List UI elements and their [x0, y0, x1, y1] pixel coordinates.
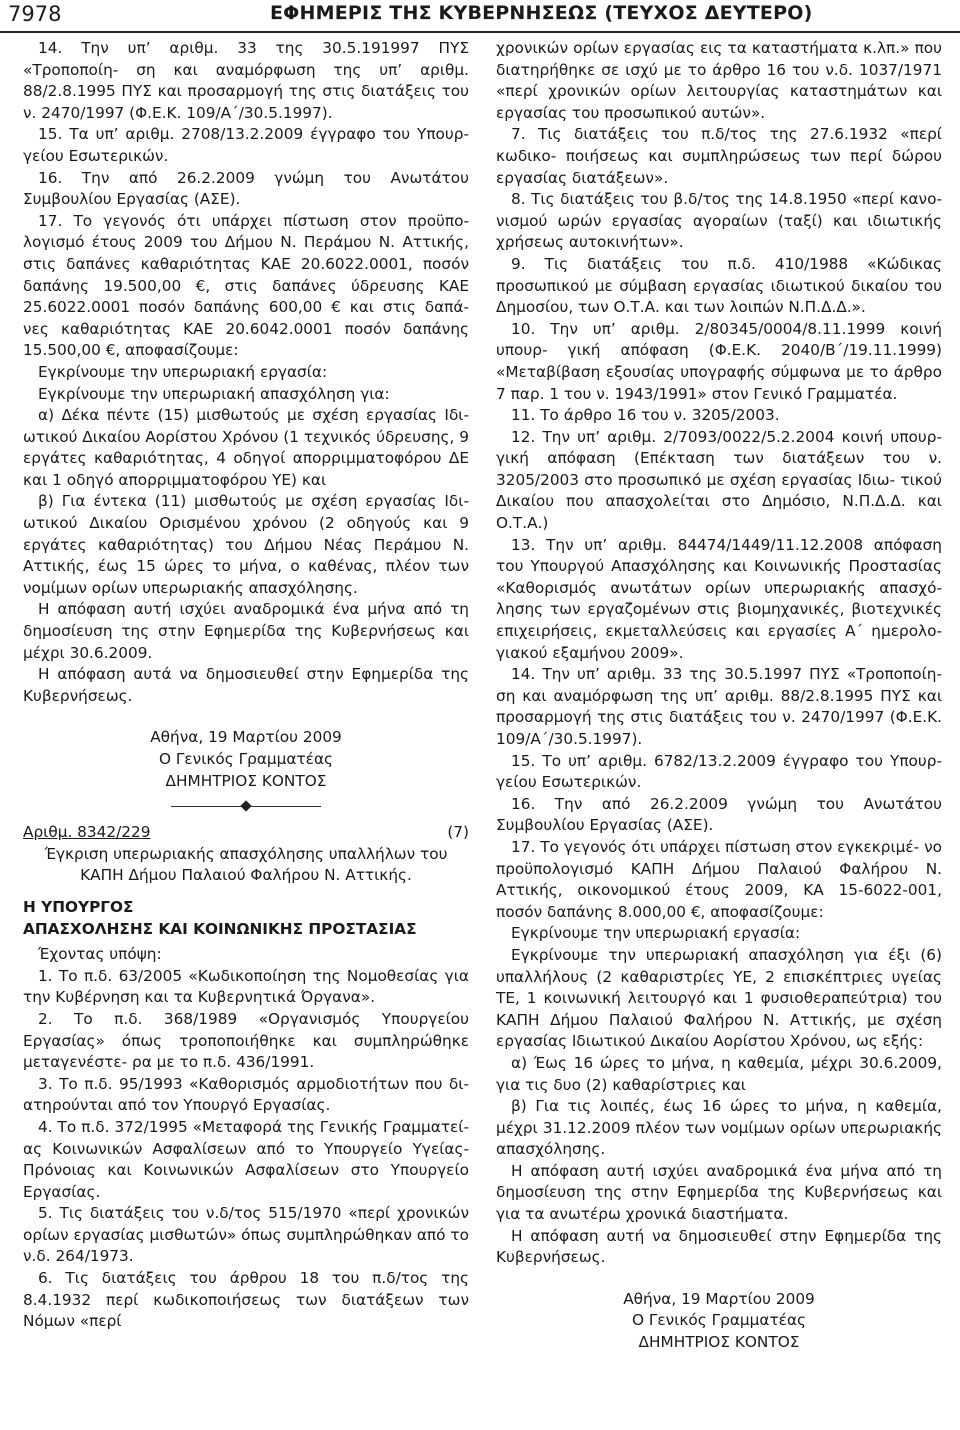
paragraph: 1. Το π.δ. 63/2005 «Κωδικοποίηση της Νομοθεσίας για την Κυβέρνηση και τα Κυβερνητικά Όργανα». [23, 966, 469, 1007]
decision-number-row [23, 822, 469, 844]
signature-role: Ο Γενικός Γραμματέας [158, 750, 334, 768]
left-column [23, 38, 469, 1333]
paragraph: Η απόφαση αυτή ισχύει αναδρομικά ένα μήνα από τη δημοσίευση της στην Εφημερίδα της Κυβερνήσεως και για τα ανωτέρω χρονικά διαστήματα. [496, 1161, 942, 1224]
paragraph: β) Για έντεκα (11) μισθωτούς με σχέση εργασίας Ιδι- ωτικού Δικαίου Ορισμένου χρόνου (2 οδηγούς και 9 εργάτες καθαριότητας) του Δήμου Νέας Περάμου Ν. Αττικής, έως 15 ώρες το μήνα, ο καθένας, πλέον των νομίμων ορίων υπερωριακής απασχόλησης. [23, 492, 469, 597]
paragraph: 2. Το π.δ. 368/1989 «Οργανισμός Υπουργείου Εργασίας» όπως τροποποιήθηκε και συμπληρώθηκε μεταγενέστε- ρα με το π.δ. 436/1991. [23, 1009, 469, 1072]
paragraph: 8. Τις διατάξεις του β.δ/τος της 14.8.1950 «περί κανο- νισμού ωρών εργασίας αγοραίων (ταξί) και ιδιωτικής χρήσεως αυτοκινήτων». [496, 190, 942, 252]
paragraph: 13. Την υπ’ αριθμ. 84474/1449/11.12.2008 απόφαση του Υπουργού Απασχόλησης και Κοινωνικής Προστασίας «Καθορισμός ανωτάτων ορίων υπερωριακής απασχό- λησης των εργαζομένων στις βιομηχανικές, βιοτεχνικές επιχειρήσεις, εκμεταλλεύσεις και εργασίες Α΄ ημερολο- γιακού εξαμήνου 2009». [496, 535, 942, 662]
paragraph: Η απόφαση αυτά να δημοσιευθεί στην Εφημερίδα της Κυβερνήσεως. [23, 665, 469, 705]
header-rule [0, 31, 960, 33]
decision-number: Αριθμ. 8342/229 [23, 823, 151, 842]
minister-title: Η ΥΠΟΥΡΓΟΣ [23, 897, 134, 916]
paragraph: α) Έως 16 ώρες το μήνα, η καθεμία, μέχρι 30.6.2009, για τις δυο (2) καθαρίστριες και [496, 1053, 942, 1094]
page-header [0, 0, 960, 30]
paragraph: 4. Το π.δ. 372/1995 «Μεταφορά της Γενικής Γραμματεί- ας Κοινωνικών Ασφαλίσεων από το Υπουργείο Υγείας- Πρόνοιας και Κοινωνικών Ασφαλίσεων στο Υπουργείο Εργασίας. [23, 1117, 469, 1201]
paragraph: 16. Την από 26.2.2009 γνώμη του Ανωτάτου Συμβουλίου Εργασίας (ΑΣΕ). [23, 168, 469, 209]
paragraph: Εγκρίνουμε την υπερωριακή εργασία: [511, 924, 801, 943]
section-divider [23, 796, 469, 818]
paragraph: 15. Τα υπ’ αριθμ. 2708/13.2.2009 έγγραφο του Υπουρ- γείου Εσωτερικών. [23, 125, 469, 165]
paragraph: 15. Το υπ’ αριθμ. 6782/13.2.2009 έγγραφο του Υπουρ- γείου Εσωτερικών. [496, 751, 942, 792]
paragraph: 3. Το π.δ. 95/1993 «Καθορισμός αρμοδιοτήτων που δι- ατηρούνται από τον Υπουργό Εργασίας. [23, 1074, 469, 1115]
signature-place-date: Αθήνα, 19 Μαρτίου 2009 [623, 1289, 815, 1308]
paragraph: 17. Το γεγονός ότι υπάρχει πίστωση στον προϋπο- λογισμό έτους 2009 του Δήμου Ν. Περάμου Ν. Αττικής, στις δαπάνες καθαριότητας ΚΑΕ 20.6022.0001, ποσόν δαπάνης 19.500,00 €, στις δαπάνες ύδρευσης ΚΑΕ 25.6022.0001 ποσόν δαπάνης 600,00 € και στις δαπά- νες καθαριότητας ΚΑΕ 20.6042.0001 ποσόν δαπάνης 15.500,00 €, αποφασίζουμε: [23, 211, 469, 360]
paragraph: 14. Την υπ’ αριθμ. 33 της 30.5.1997 ΠΥΣ «Τροποποίη- ση και αναμόρφωση της υπ’ αριθμ. 88/2.8.1995 ΠΥΣ και προσαρμογή της στις διατάξεις του ν. 2470/1997 (Φ.Ε.Κ. 109/Α΄/30.5.1997). [496, 665, 942, 748]
paragraph: 9. Τις διατάξεις του π.δ. 410/1988 «Κώδικας προσωπικού με σύμβαση εργασίας ιδιωτικού δικαίου του Δημοσίου, των Ο.Τ.Α. και των λοιπών Ν.Π.Δ.Δ.». [496, 254, 942, 317]
paragraph: 16. Την από 26.2.2009 γνώμη του Ανωτάτου Συμβουλίου Εργασίας (ΑΣΕ). [496, 794, 942, 835]
paragraph: 11. Το άρθρο 16 του ν. 3205/2003. [511, 406, 780, 425]
paragraph: χρονικών ορίων εργασίας εις τα καταστήματα κ.λπ.» που διατηρήθηκε σε ισχύ με το άρθρο 16 του ν.δ. 1037/1971 «περί χρονικών ορίων λειτουργίας καταστημάτων και εργασίας του προσωπικού αυτών». [496, 39, 942, 122]
paragraph: Η απόφαση αυτή ισχύει αναδρομικά ένα μήνα από τη δημοσίευση της στην Εφημερίδα της Κυβερνήσεως και μέχρι 30.6.2009. [23, 600, 469, 662]
decision-title: Έγκριση υπερωριακής απασχόλησης υπαλλήλων του ΚΑΠΗ Δήμου Παλαιού Φαλήρου Ν. Αττικής. [44, 844, 448, 885]
journal-title: ΕΦΗΜΕΡΙΣ ΤΗΣ ΚΥΒΕΡΝΗΣΕΩΣ (ΤΕΥΧΟΣ ΔΕΥΤΕΡΟ) [270, 2, 813, 24]
paragraph: 10. Την υπ’ αριθμ. 2/80345/0004/8.11.1999 κοινή υπουρ- γική απόφαση (Φ.Ε.Κ. 2040/Β΄/19.11.1999) «Μεταβίβαση εξουσίας υπογραφής σύμφωνα με το άρθρο 7 παρ. 1 του ν. 1943/1991» στον Γενικό Γραμματέα. [496, 319, 942, 403]
paragraph: Εγκρίνουμε την υπερωριακή απασχόληση για έξι (6) υπαλλήλους (2 καθαριστρίες ΥΕ, 2 επισκέπτριες υγείας ΤΕ, 1 κοινωνική λειτουργό και 1 φυσιοθεραπεύτρια) του ΚΑΠΗ Δήμου Παλαιού Φαλήρου Ν. Αττικής, με σχέση εργασίας Ιδιωτικού Δικαίου Αορίστου Χρόνου, ως εξής: [496, 945, 942, 1051]
paragraph: Η απόφαση αυτή να δημοσιευθεί στην Εφημερίδα της Κυβερνήσεως. [496, 1226, 942, 1267]
paragraph: 14. Την υπ’ αριθμ. 33 της 30.5.191997 ΠΥΣ «Τροποποίη- ση και αναμόρφωση της υπ’ αριθμ. 88/2.8.1995 ΠΥΣ και προσαρμογή της στις διατάξεις του ν. 2470/1997 (Φ.Ε.Κ. 109/Α΄/30.5.1997). [23, 39, 469, 122]
signature-place-date: Αθήνα, 19 Μαρτίου 2009 [150, 728, 342, 747]
paragraph: β) Για τις λοιπές, έως 16 ώρες το μήνα, η καθεμία, μέχρι 31.12.2009 πλέον των νομίμων ορίων υπερωριακής απασχόλησης. [496, 1097, 942, 1159]
decision-sequence: (7) [447, 823, 469, 842]
paragraph: 17. Το γεγονός ότι υπάρχει πίστωση στον εγκεκριμέ- νο προϋπολογισμό ΚΑΠΗ Δήμου Παλαιού Φαλήρου Ν. Αττικής, οικονομικού έτους 2009, ΚΑ 15-6022-001, ποσόν δαπάνης 8.000,00 €, αποφασίζουμε: [496, 837, 942, 921]
paragraph: 12. Την υπ’ αριθμ. 2/7093/0022/5.2.2004 κοινή υπουρ- γική απόφαση (Επέκταση των διατάξεων του ν. 3205/2003 στο προσωπικό με σχέση εργασίας Ιδιω- τικού Δικαίου που απασχολείται στο Δημόσιο, Ν.Π.Δ.Δ. και Ο.Τ.Α.) [496, 427, 942, 533]
diamond-icon [240, 801, 251, 812]
page-number: 7978 [8, 2, 62, 26]
right-column [496, 38, 942, 1354]
signature-name: ΔΗΜΗΤΡΙΟΣ ΚΟΝΤΟΣ [165, 771, 327, 790]
paragraph: Εγκρίνουμε την υπερωριακή εργασία: [38, 362, 328, 381]
paragraph: 6. Τις διατάξεις του άρθρου 18 του π.δ/τος της 8.4.1932 περί κωδικοποιήσεως των διατάξεων των Νόμων «περί [23, 1269, 469, 1331]
ministry-title: ΑΠΑΣΧΟΛΗΣΗΣ ΚΑΙ ΚΟΙΝΩΝΙΚΗΣ ΠΡΟΣΤΑΣΙΑΣ [23, 919, 417, 938]
signature-name: ΔΗΜΗΤΡΙΟΣ ΚΟΝΤΟΣ [638, 1333, 800, 1352]
paragraph: 5. Τις διατάξεις του ν.δ/τος 515/1970 «περί χρονικών ορίων εργασίας μισθωτών» όπως συμπληρώθηκαν από το ν.δ. 264/1973. [23, 1204, 469, 1266]
considering-heading: Έχοντας υπόψη: [38, 945, 162, 964]
paragraph: Εγκρίνουμε την υπερωριακή απασχόληση για: [38, 384, 390, 403]
signature-role: Ο Γενικός Γραμματέας [631, 1311, 807, 1330]
paragraph: 7. Τις διατάξεις του π.δ/τος της 27.6.1932 «περί κωδικο- ποιήσεως και συμπληρώσεως των περί δώρου εργασίας διατάξεων». [496, 125, 942, 187]
paragraph: α) Δέκα πέντε (15) μισθωτούς με σχέση εργασίας Ιδι- ωτικού Δικαίου Αορίστου Χρόνου (1 τεχνικός ύδρευσης, 9 εργάτες καθαριότητας, 4 οδηγοί απορριμματοφόρου ΔΕ και 1 οδηγό απορριμματοφόρου ΥΕ) και [23, 406, 469, 489]
